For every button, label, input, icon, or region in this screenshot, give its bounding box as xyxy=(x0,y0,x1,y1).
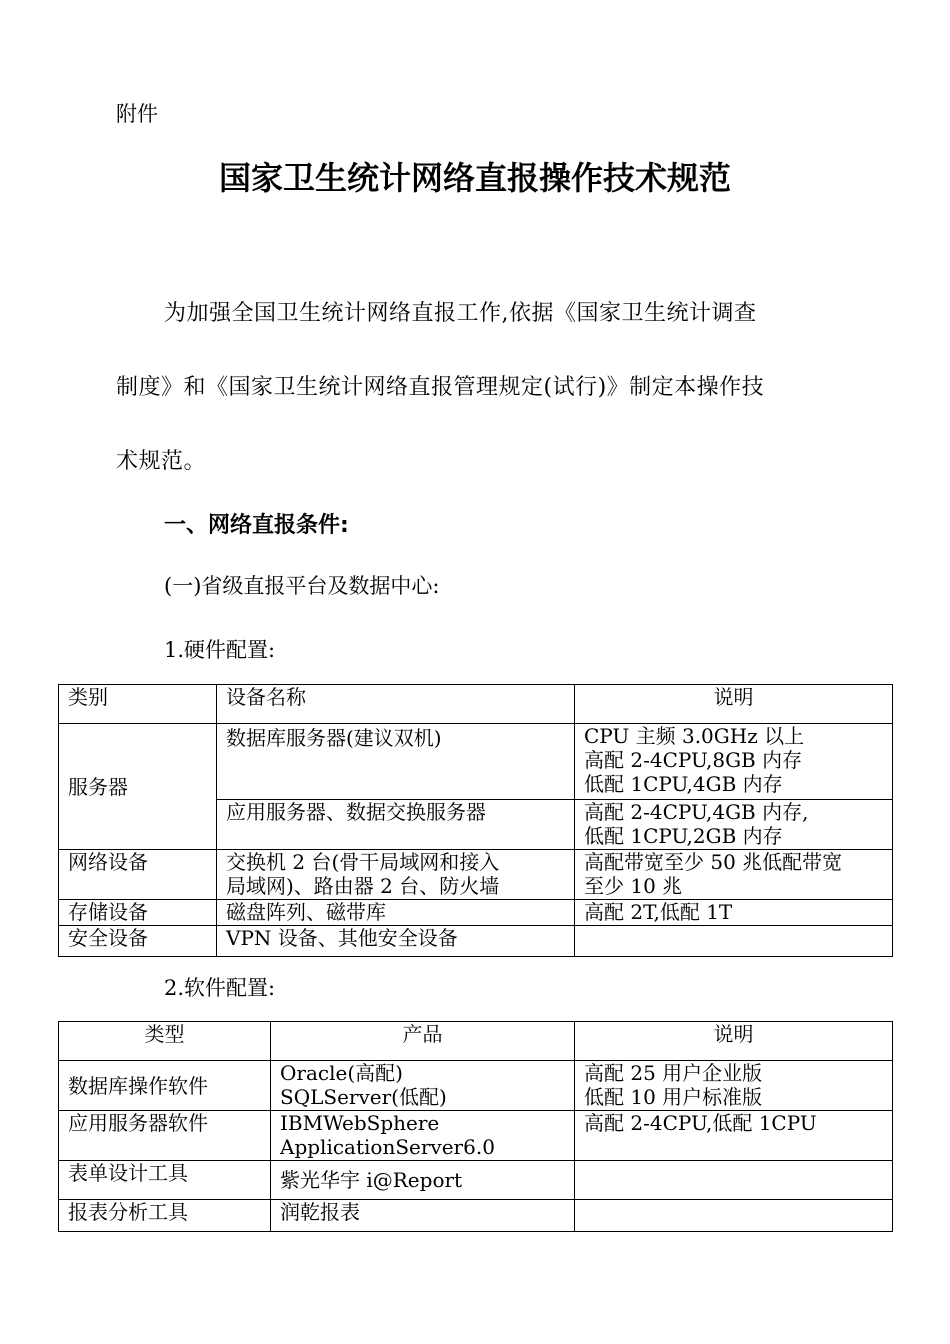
device-name-cell xyxy=(217,850,575,900)
product-cell xyxy=(271,1061,575,1111)
description-line: CPU 主频 3.0GHz 以上 xyxy=(584,724,805,748)
description-line: 低配 1CPU,2GB 内存 xyxy=(584,824,783,848)
product-cell: 润乾报表 xyxy=(271,1200,575,1232)
subsection-heading: (一)省级直报平台及数据中心: xyxy=(164,574,440,598)
table-row xyxy=(59,1200,893,1232)
category-cell: 网络设备 xyxy=(59,850,217,900)
table-row xyxy=(59,850,893,900)
header-category: 类别 xyxy=(59,685,217,724)
header-type: 类型 xyxy=(59,1022,271,1061)
software-heading: 2.软件配置: xyxy=(164,976,276,1000)
description-line: 高配 2-4CPU,8GB 内存 xyxy=(584,748,803,772)
description-line: 低配 1CPU,4GB 内存 xyxy=(584,772,783,796)
description-cell xyxy=(575,1200,893,1232)
description-line: 高配 25 用户企业版 xyxy=(584,1061,763,1085)
table-row xyxy=(59,1111,893,1161)
category-cell: 服务器 xyxy=(59,724,217,850)
description-line: 低配 10 用户标准版 xyxy=(584,1085,763,1109)
table-row xyxy=(59,926,893,957)
device-name-cell: 数据库服务器(建议双机) xyxy=(217,724,575,800)
description-cell xyxy=(575,800,893,850)
hardware-heading: 1.硬件配置: xyxy=(164,638,276,662)
software-config-table xyxy=(58,1021,893,1232)
description-line: 高配 2-4CPU,低配 1CPU xyxy=(584,1111,817,1135)
device-name-line: 局域网)、路由器 2 台、防火墙 xyxy=(226,874,500,898)
description-line: 至少 10 兆 xyxy=(584,874,683,898)
attachment-label: 附件 xyxy=(116,102,158,126)
header-device-name: 设备名称 xyxy=(217,685,575,724)
device-name-line: 交换机 2 台(骨干局域网和接入 xyxy=(226,850,500,874)
product-cell: 紫光华宇 i@Report xyxy=(271,1161,575,1200)
intro-line-1: 为加强全国卫生统计网络直报工作,依据《国家卫生统计调查 xyxy=(164,301,757,326)
description-cell xyxy=(575,724,893,800)
table-header-row xyxy=(59,685,893,724)
table-row xyxy=(59,724,893,800)
device-name-cell: 磁盘阵列、磁带库 xyxy=(217,900,575,926)
device-name-cell: 应用服务器、数据交换服务器 xyxy=(217,800,575,850)
product-cell xyxy=(271,1111,575,1161)
description-cell xyxy=(575,1161,893,1200)
description-cell xyxy=(575,926,893,957)
hardware-config-table xyxy=(58,684,893,957)
description-cell xyxy=(575,1061,893,1111)
category-cell: 存储设备 xyxy=(59,900,217,926)
category-cell: 安全设备 xyxy=(59,926,217,957)
table-row xyxy=(59,1161,893,1200)
product-line: SQLServer(低配) xyxy=(280,1085,447,1109)
header-product: 产品 xyxy=(271,1022,575,1061)
table-header-row xyxy=(59,1022,893,1061)
type-cell: 数据库操作软件 xyxy=(59,1061,271,1111)
product-line: Oracle(高配) xyxy=(280,1061,403,1085)
product-line: IBMWebSphere xyxy=(280,1111,440,1135)
intro-line-3: 术规范。 xyxy=(116,449,207,474)
description-cell xyxy=(575,1111,893,1161)
header-description: 说明 xyxy=(575,685,893,724)
table-row xyxy=(59,900,893,926)
description-cell: 高配 2T,低配 1T xyxy=(575,900,893,926)
type-cell: 报表分析工具 xyxy=(59,1200,271,1232)
header-description: 说明 xyxy=(575,1022,893,1061)
intro-line-2: 制度》和《国家卫生统计网络直报管理规定(试行)》制定本操作技 xyxy=(116,375,765,400)
product-line: ApplicationServer6.0 xyxy=(280,1135,495,1159)
description-cell xyxy=(575,850,893,900)
device-name-cell: VPN 设备、其他安全设备 xyxy=(217,926,575,957)
document-title: 国家卫生统计网络直报操作技术规范 xyxy=(218,159,731,197)
type-cell: 应用服务器软件 xyxy=(59,1111,271,1161)
type-cell: 表单设计工具 xyxy=(59,1161,271,1200)
table-row xyxy=(59,1061,893,1111)
description-line: 高配带宽至少 50 兆低配带宽 xyxy=(584,850,843,874)
description-line: 高配 2-4CPU,4GB 内存, xyxy=(584,800,809,824)
section-heading: 一、网络直报条件: xyxy=(164,513,349,538)
